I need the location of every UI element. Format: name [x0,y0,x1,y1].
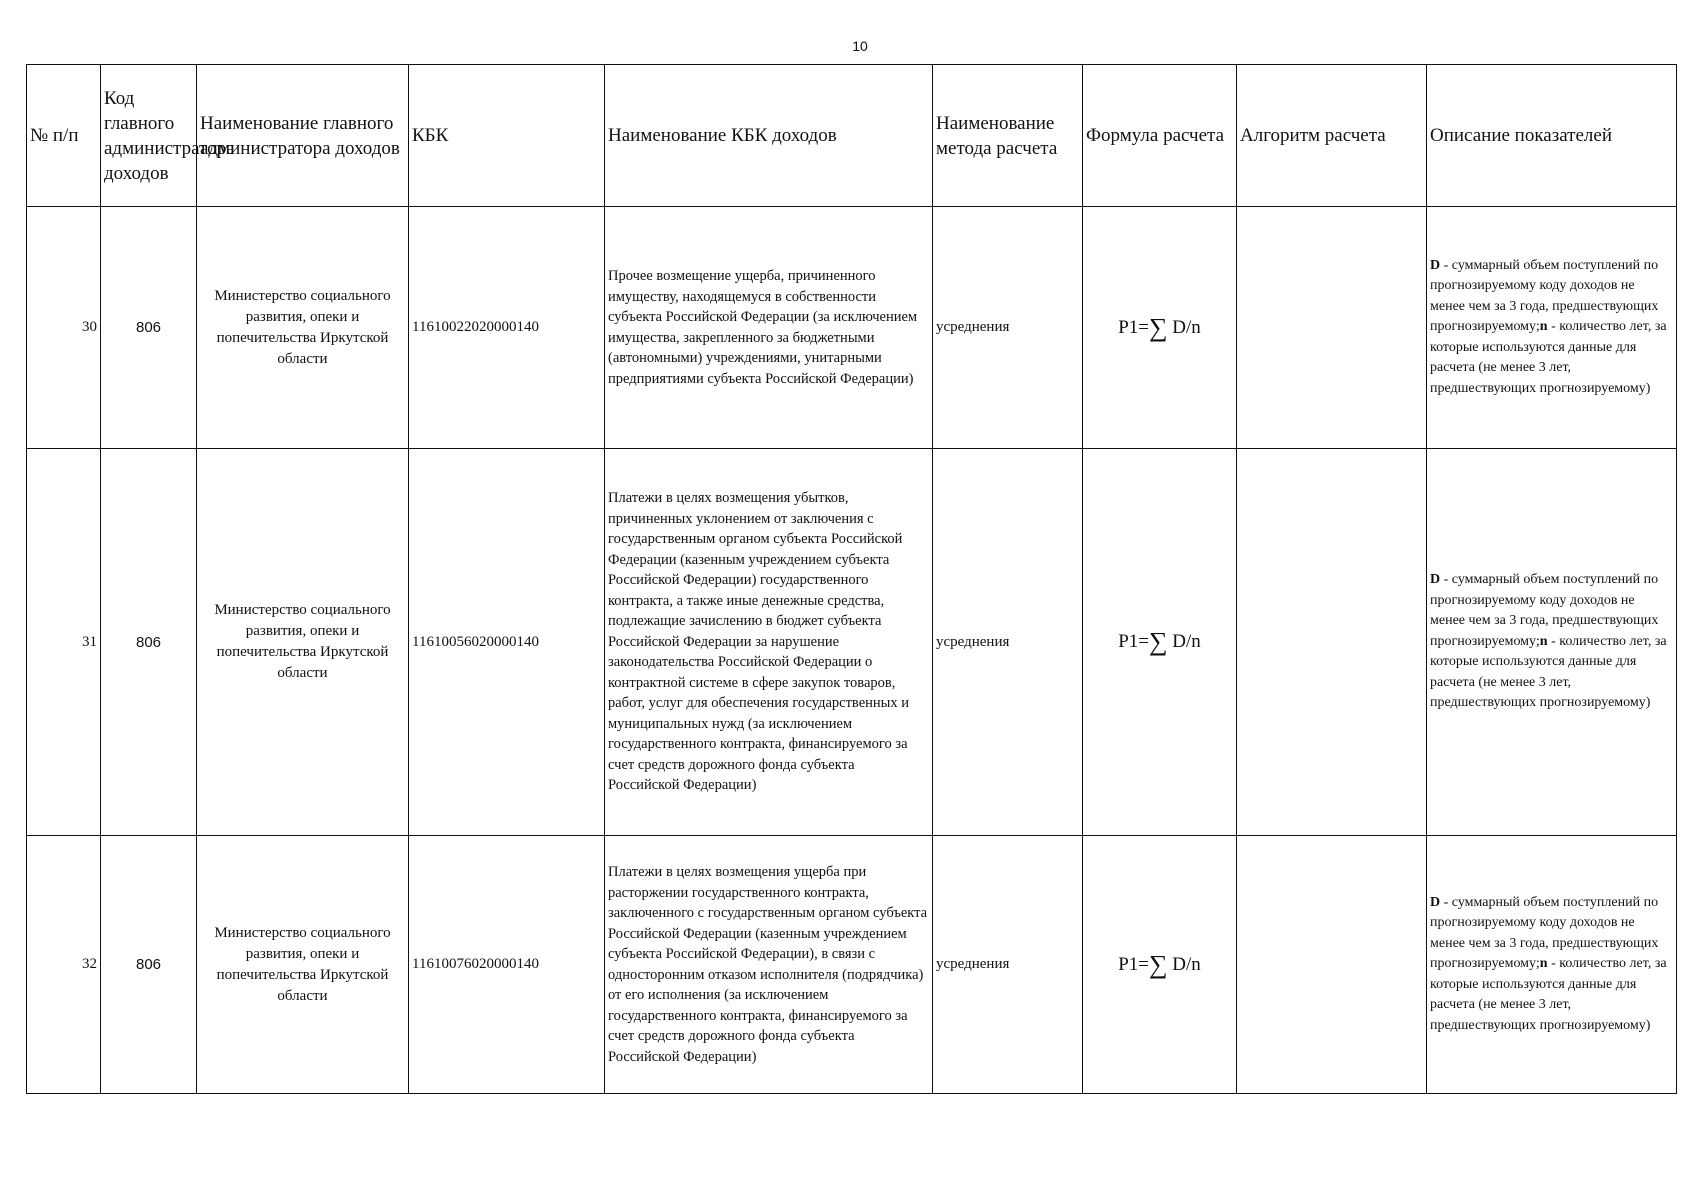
header-num: № п/п [27,65,101,207]
sum-sigma-icon: ∑ [1149,627,1168,656]
row-kbk: 11610022020000140 [409,207,605,449]
formula-rhs: D/n [1172,316,1201,338]
row-admin: Министерство социального развития, опеки и попечительства Иркутской области [197,836,409,1094]
desc-n-text: - количество лет, за которые используются данные для расчета (не менее 3 лет, предшествующих прогнозируемому) [1430,633,1667,711]
desc-n-text: - количество лет, за которые используются данные для расчета (не менее 3 лет, предшествующих прогнозируемому) [1430,319,1667,396]
desc-d-text: - суммарный объем поступлений по прогнозируемому коду доходов не менее чем за 3 года, предшествующих прогнозируемому; [1430,257,1659,335]
row-code: 806 [101,449,197,836]
desc-n-symbol: n [1539,319,1548,335]
row-num: 32 [27,836,101,1094]
row-code: 806 [101,207,197,449]
header-method: Наименование метода расчета [933,65,1083,207]
header-formula: Формула расчета [1083,65,1237,207]
table-row [27,836,1677,1094]
income-forecast-table [26,64,1677,1094]
row-num: 30 [27,207,101,449]
row-num: 31 [27,449,101,836]
row-admin: Министерство социального развития, опеки и попечительства Иркутской области [197,207,409,449]
desc-n-symbol: n [1539,956,1548,972]
row-algorithm [1237,207,1427,449]
row-algorithm [1237,449,1427,836]
table-row [27,449,1677,836]
header-row [27,65,1677,207]
formula-lhs: P1= [1118,953,1149,975]
row-code: 806 [101,836,197,1094]
sum-sigma-icon: ∑ [1149,312,1168,342]
row-admin: Министерство социального развития, опеки и попечительства Иркутской области [197,449,409,836]
row-formula [1083,207,1237,449]
row-kbk-name: Прочее возмещение ущерба, причиненного имуществу, находящемуся в собственности субъекта Российской Федерации (за исключением имущества, закрепленного за бюджетными (автономными) учреждениями, унитарными предприятиями субъекта Российской Федерации) [605,207,933,449]
row-algorithm [1237,836,1427,1094]
header-description: Описание показателей [1427,65,1677,207]
desc-n-text: - количество лет, за которые используются данные для расчета (не менее 3 лет, предшествующих прогнозируемому) [1430,956,1667,1033]
table-row [27,207,1677,449]
header-kbk: КБК [409,65,605,207]
formula-rhs: D/n [1172,953,1201,975]
formula-lhs: P1= [1118,316,1149,338]
row-kbk-name: Платежи в целях возмещения убытков, причиненных уклонением от заключения с государственным органом субъекта Российской Федерации (казенным учреждением субъекта Российской Федерации) государственного контракта, а также иные денежные средства, подлежащие зачислению в бюджет субъекта Российской Федерации за нарушение законодательства Российской Федерации о контрактной системе в сфере закупок товаров, работ, услуг для обеспечения государственных и муниципальных нужд (за исключением государственного контракта, финансируемого за счет средств дорожного фонда субъекта Российской Федерации) [605,449,933,836]
row-formula [1083,449,1237,836]
row-description [1427,449,1677,836]
header-admin: Наименование главного администратора доходов [197,65,409,207]
row-description [1427,207,1677,449]
row-description [1427,836,1677,1094]
desc-d-symbol: D [1430,894,1441,910]
row-formula [1083,836,1237,1094]
desc-d-symbol: D [1430,257,1441,273]
row-kbk: 11610076020000140 [409,836,605,1094]
row-method: усреднения [933,836,1083,1094]
row-kbk: 11610056020000140 [409,449,605,836]
row-kbk-name: Платежи в целях возмещения ущерба при расторжении государственного контракта, заключенного с государственным органом субъекта Российской Федерации (казенным учреждением субъекта Российской Федерации), в связи с односторонним отказом исполнителя (подрядчика) от его исполнения (за исключением государственного контракта, финансируемого за счет средств дорожного фонда субъекта Российской Федерации) [605,836,933,1094]
desc-d-text: - суммарный объем поступлений по прогнозируемому коду доходов не менее чем за 3 года, предшествующих прогнозируемому; [1430,894,1659,972]
sum-sigma-icon: ∑ [1149,949,1168,979]
row-method: усреднения [933,207,1083,449]
page-number: 10 [852,38,868,54]
desc-d-text: - суммарный объем поступлений по прогнозируемому коду доходов не менее чем за 3 года, предшествующих прогнозируемому; [1430,572,1659,649]
header-kbk-name: Наименование КБК доходов [605,65,933,207]
header-code: Код главного администратора доходов [101,65,197,207]
formula-lhs: P1= [1118,631,1149,652]
row-method: усреднения [933,449,1083,836]
desc-d-symbol: D [1430,572,1441,588]
header-algorithm: Алгоритм расчета [1237,65,1427,207]
desc-n-symbol: n [1539,633,1548,649]
formula-rhs: D/n [1172,631,1201,652]
